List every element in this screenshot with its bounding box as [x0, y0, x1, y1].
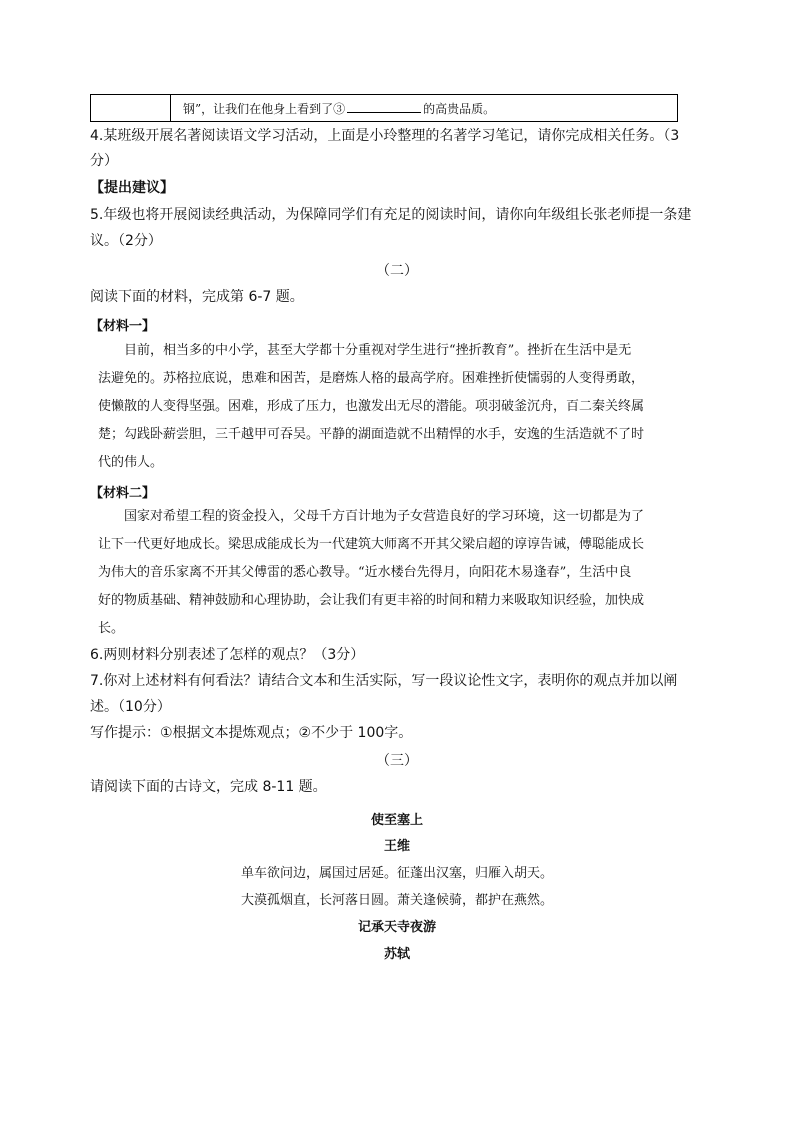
- material-1-line: 使懒散的人变得坚强。困难，形成了压力，也激发出无尽的潜能。项羽破釜沉舟，百二秦关终属: [98, 399, 645, 414]
- poem-1-title: 使至塞上: [370, 813, 423, 828]
- poem-2-author: 苏轼: [383, 947, 410, 962]
- material-2-line: 为伟大的音乐家离不开其父傅雷的悉心教导。“近水楼台先得月，向阳花木易逢春”，生活中良: [98, 565, 632, 580]
- material-1-label: 【材料一】: [90, 319, 156, 334]
- material-1-line: 目前，相当多的中小学，甚至大学都十分重视对学生进行“挫折教育”。挫折在生活中是无: [124, 343, 632, 358]
- table-left-cell: [91, 95, 171, 121]
- question-4-line2: 分）: [90, 153, 118, 169]
- fill-blank-3[interactable]: [347, 100, 421, 113]
- material-2-line: 好的物质基础、精神鼓励和心理协助，会让我们有更丰裕的时间和精力来吸取知识经验，加快成: [98, 593, 645, 608]
- material-1-line: 代的伟人。: [98, 455, 164, 470]
- section-propose-heading: 【提出建议】: [90, 180, 174, 196]
- material-1-line: 楚；勾践卧薪尝胆，三千越甲可吞吴。平静的湖面造就不出精悍的水手，安逸的生活造就不了时: [98, 427, 645, 442]
- material-2-line: 国家对希望工程的资金投入，父母千方百计地为子女营造良好的学习环境，这一切都是为了: [124, 509, 645, 524]
- part-3-title: （三）: [376, 753, 418, 769]
- part-3-intro: 请阅读下面的古诗文，完成 8-11 题。: [90, 779, 327, 795]
- table-text-after: 的高贵品质。: [423, 102, 496, 116]
- question-6: 6.两则材料分别表述了怎样的观点？（3分）: [90, 647, 365, 663]
- question-4-line1: 4.某班级开展名著阅读语文学习活动，上面是小玲整理的名著学习笔记，请你完成相关任务。（3: [90, 128, 680, 144]
- question-7-hint: 写作提示：①根据文本提炼观点；②不少于 100字。: [90, 725, 413, 741]
- material-2-line: 长。: [98, 621, 125, 636]
- poem-1-line: 大漠孤烟直，长河落日圆。萧关逢候骑，都护在燕然。: [240, 893, 553, 908]
- table-right-cell: [183, 100, 495, 117]
- poem-1-author: 王维: [383, 839, 410, 854]
- part-2-intro: 阅读下面的材料，完成第 6-7 题。: [90, 289, 304, 305]
- part-2-title: （二）: [376, 263, 418, 279]
- question-7-line2: 述。（10分）: [90, 699, 171, 715]
- material-2-line: 让下一代更好地成长。梁思成能成长为一代建筑大师离不开其父梁启超的谆谆告诫，傅聪能成长: [98, 537, 645, 552]
- poem-2-title: 记承天寺夜游: [357, 920, 436, 935]
- question-5-line1: 5.年级也将开展阅读经典活动，为保障同学们有充足的阅读时间，请你向年级组长张老师提一条建: [90, 207, 692, 223]
- poem-1-line: 单车欲问边，属国过居延。征蓬出汉塞，归雁入胡天。: [240, 866, 553, 881]
- material-2-label: 【材料二】: [90, 486, 156, 501]
- question-5-line2: 议。（2分）: [90, 233, 162, 249]
- material-1-line: 法避免的。苏格拉底说，患难和困苦，是磨炼人格的最高学府。困难挫折使懦弱的人变得勇敢，: [98, 371, 645, 386]
- table-text-before: 钢”，让我们在他身上看到了③: [183, 102, 346, 116]
- notes-table-fragment: [90, 94, 678, 122]
- question-7-line1: 7.你对上述材料有何看法？请结合文本和生活实际，写一段议论性文字，表明你的观点并加以阐: [90, 673, 678, 689]
